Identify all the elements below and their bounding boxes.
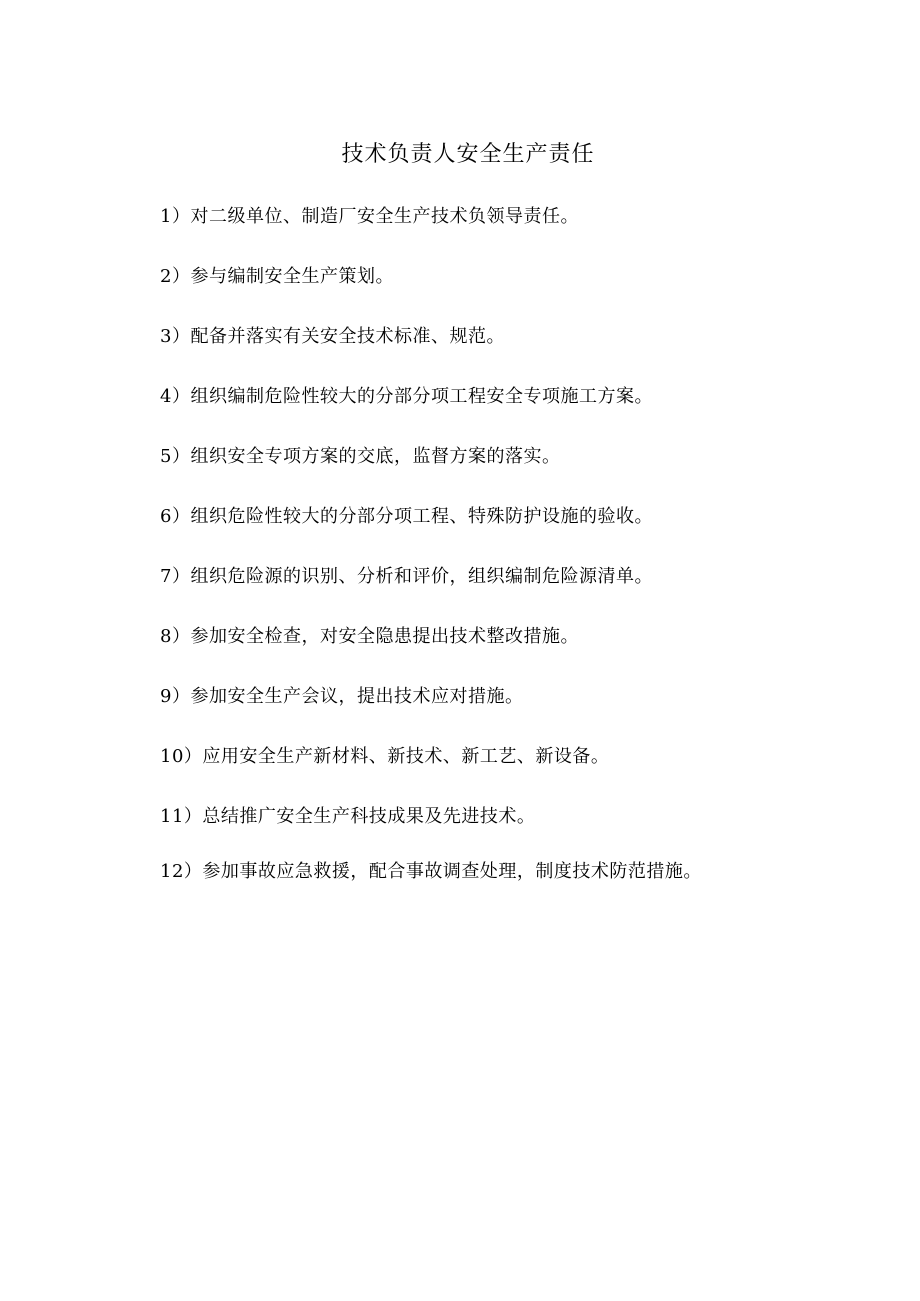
list-item: 9）参加安全生产会议，提出技术应对措施。 [160,686,524,707]
list-item: 12）参加事故应急救援，配合事故调查处理，制度技术防范措施。 [160,861,702,882]
list-item: 10）应用安全生产新材料、新技术、新工艺、新设备。 [160,746,610,767]
list-item: 2）参与编制安全生产策划。 [160,266,394,287]
list-item: 3）配备并落实有关安全技术标准、规范。 [160,326,505,347]
responsibility-list [160,203,760,917]
list-item: 1）对二级单位、制造厂安全生产技术负领导责任。 [160,206,579,227]
document-title: 技术负责人安全生产责任 [341,142,595,167]
list-item: 6）组织危险性较大的分部分项工程、特殊防护设施的验收。 [160,506,653,527]
list-item: 8）参加安全检查，对安全隐患提出技术整改措施。 [160,626,579,647]
list-item: 4）组织编制危险性较大的分部分项工程安全专项施工方案。 [160,386,653,407]
list-item: 5）组织安全专项方案的交底，监督方案的落实。 [160,446,561,467]
list-item: 11）总结推广安全生产科技成果及先进技术。 [160,806,536,827]
list-item: 7）组织危险源的识别、分析和评价，组织编制危险源清单。 [160,566,653,587]
